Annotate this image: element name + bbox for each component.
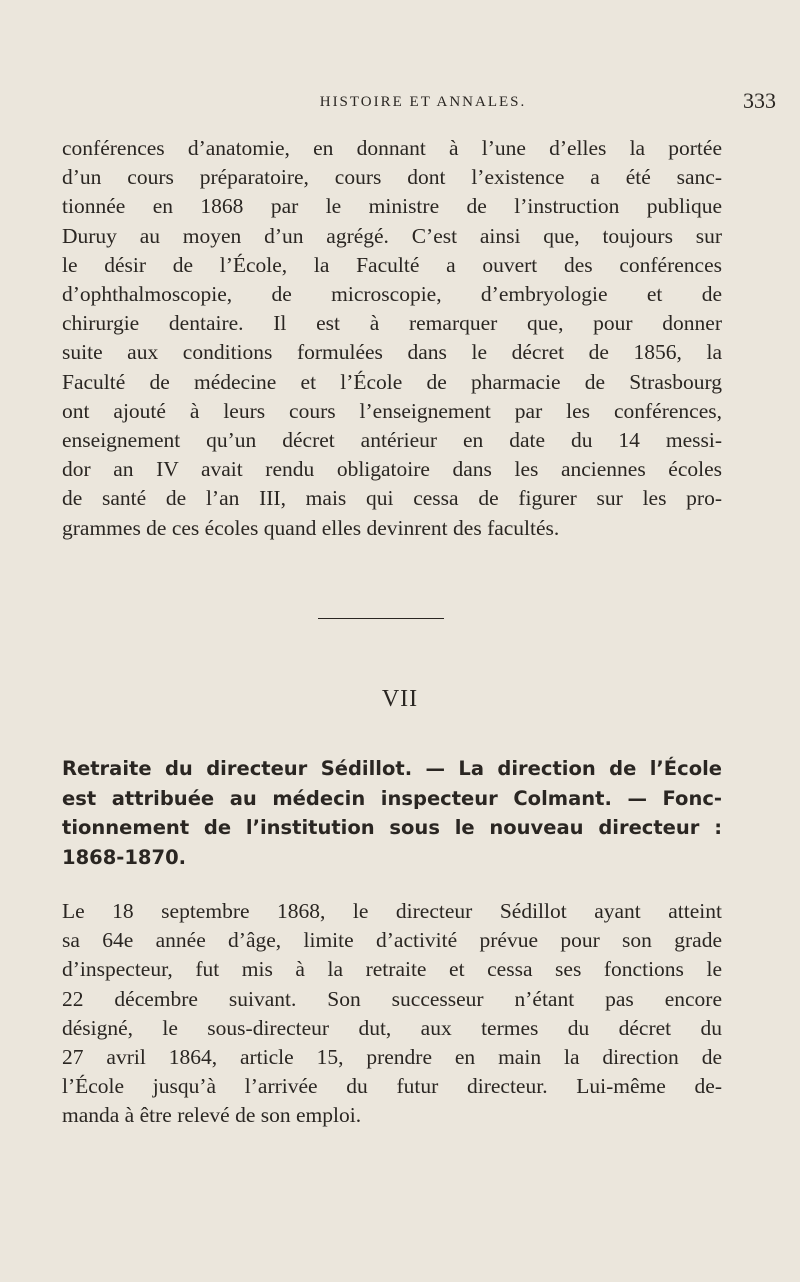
text-line: enseignement qu’un décret antérieur en date du 14 messi- (62, 428, 722, 453)
text-line: désigné, le sous-directeur dut, aux termes du décret du (62, 1015, 722, 1040)
text-line: sa 64e année d’âge, limite d’activité prévue pour son grade (62, 928, 722, 953)
text-line: suite aux conditions formulées dans le décret de 1856, la (62, 340, 722, 365)
text-line: Le 18 septembre 1868, le directeur Sédillot ayant atteint (62, 899, 722, 923)
text-line: d’ophthalmoscopie, de microscopie, d’embryologie et de (62, 282, 722, 307)
text-line: ont ajouté à leurs cours l’enseignement par les conférences, (62, 398, 722, 423)
running-head (62, 90, 784, 114)
heading-line: est attribuée au médecin inspecteur Colmant. — Fonc- (62, 786, 722, 810)
heading-line: Retraite du directeur Sédillot. — La direction de l’École (62, 757, 722, 780)
section-heading (62, 754, 722, 872)
heading-line: 1868-1870. (62, 845, 187, 869)
text-line: grammes de ces écoles quand elles devinrent des facultés. (62, 515, 560, 540)
text-line: Duruy au moyen d’un agrégé. C’est ainsi que, toujours sur (62, 223, 722, 248)
text-line: manda à être relevé de son emploi. (62, 1103, 362, 1128)
text-line: le désir de l’École, la Faculté a ouvert des conférences (62, 252, 722, 277)
text-line: tionnée en 1868 par le ministre de l’instruction publique (62, 194, 722, 219)
heading-line: tionnement de l’institution sous le nouveau directeur : (62, 816, 722, 839)
text-line: Faculté de médecine et l’École de pharmacie de Strasbourg (62, 369, 722, 394)
text-line: l’École jusqu’à l’arrivée du futur directeur. Lui-même de- (62, 1074, 722, 1099)
text-line: d’un cours préparatoire, cours dont l’existence a été sanc- (62, 165, 722, 190)
text-line: chirurgie dentaire. Il est à remarquer que, pour donner (62, 311, 722, 336)
page-number: 333 (743, 88, 776, 113)
text-line: 22 décembre suivant. Son successeur n’étant pas encore (62, 986, 722, 1011)
text-line: de santé de l’an III, mais qui cessa de figurer sur les pro- (62, 486, 722, 511)
text-line: conférences d’anatomie, en donnant à l’une d’elles la portée (62, 136, 722, 160)
paragraph-body (62, 897, 722, 1131)
paragraph-continuation (62, 134, 722, 543)
running-title: HISTOIRE ET ANNALES. (319, 94, 527, 110)
section-divider (318, 618, 444, 619)
text-line: 27 avril 1864, article 15, prendre en main la direction de (62, 1045, 722, 1070)
text-line: dor an IV avait rendu obligatoire dans les anciennes écoles (62, 457, 722, 482)
section-number: VII (381, 686, 419, 712)
text-line: d’inspecteur, fut mis à la retraite et cessa ses fonctions le (62, 957, 722, 982)
